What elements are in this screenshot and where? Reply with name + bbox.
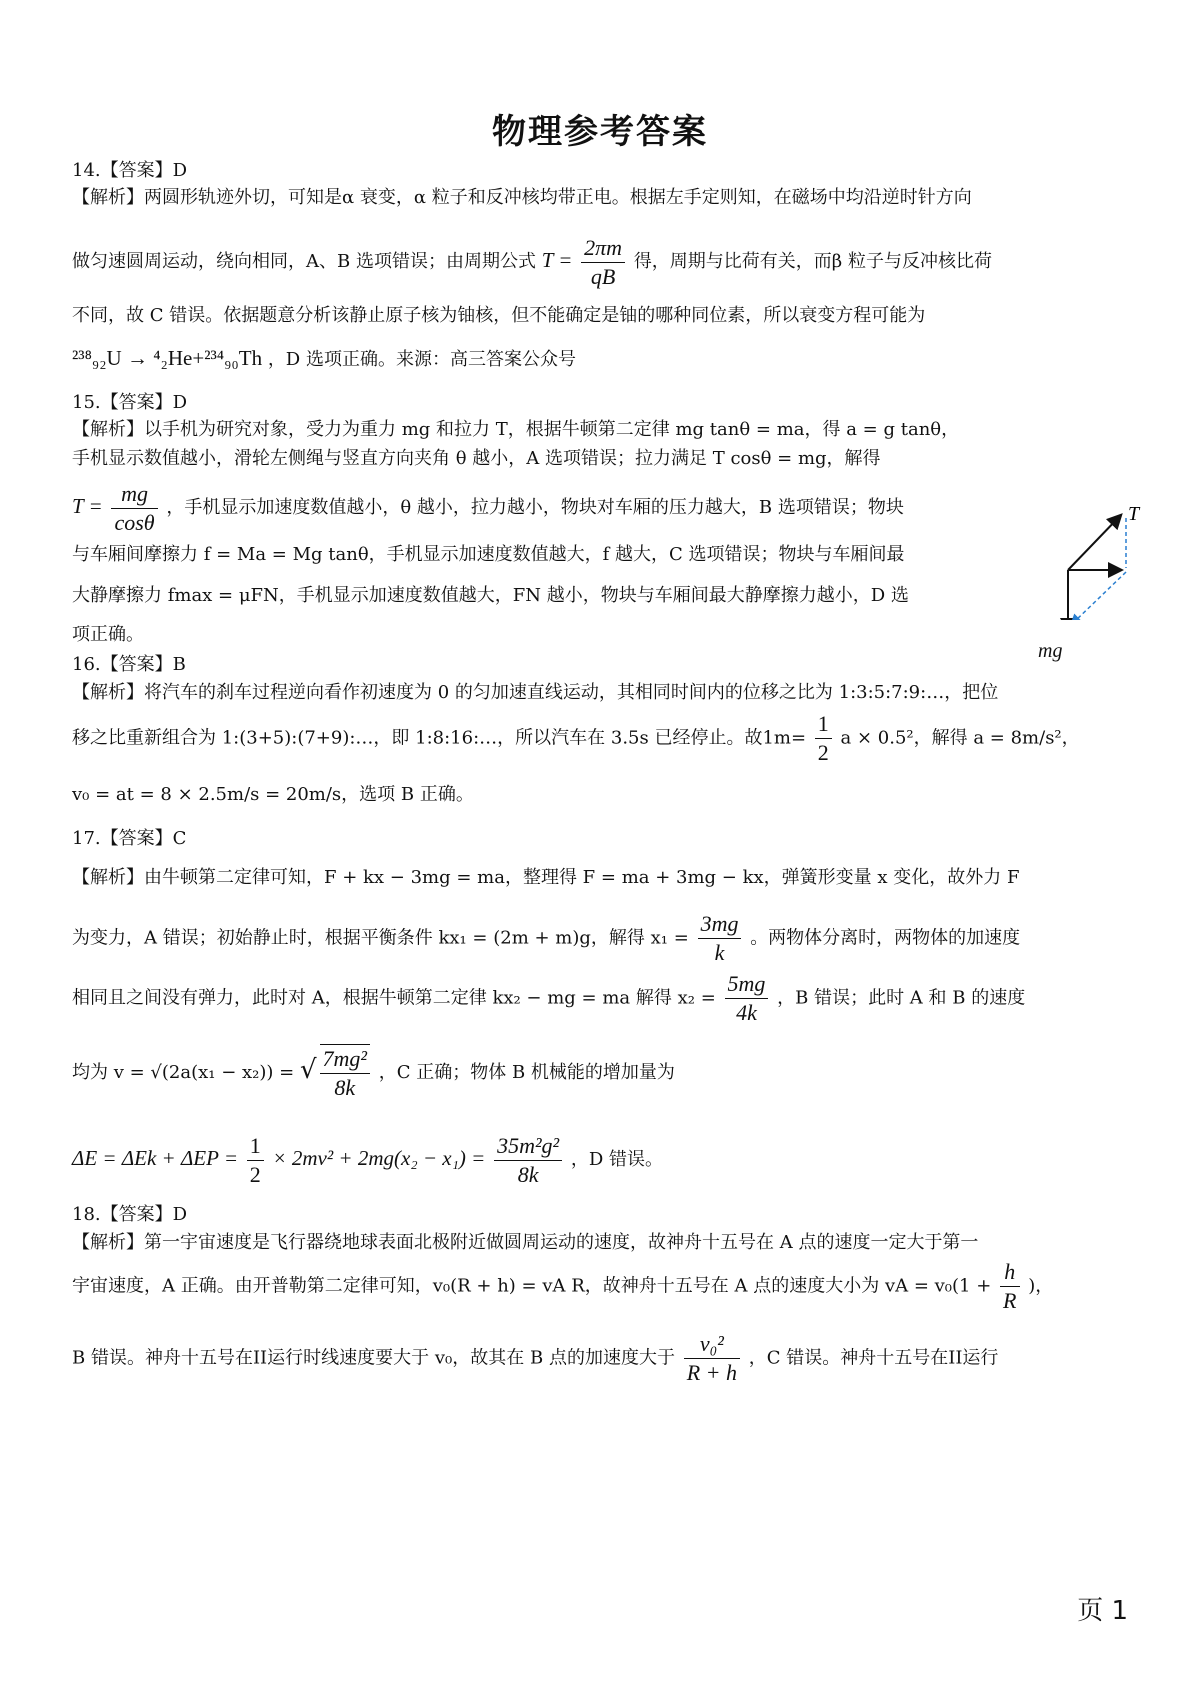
resultant-dashed-arrow [1072, 572, 1126, 620]
q14-line2-text-a: 做匀速圆周运动，绕向相同，A、B 选项错误；由周期公式 [72, 251, 536, 272]
q18-line1: 【解析】第一宇宙速度是飞行器绕地球表面北极附近做圆周运动的速度，故神舟十五号在 A 点的速度一定大于第一 [72, 1232, 979, 1253]
q14-decay-equation: ²³⁸₉₂U → ⁴₂He+²³⁴₉₀Th [72, 346, 263, 370]
q17-answer: 17.【答案】C [72, 828, 187, 849]
q17-x1-den: k [714, 940, 725, 965]
q17-half-fraction [247, 1132, 264, 1189]
force-diagram [1040, 460, 1160, 620]
q18-hr-num: h [1000, 1258, 1019, 1287]
q15-line3-text: ，手机显示加速度数值越小，θ 越小，拉力越小，物块对车厢的压力越大，B 选项错误；物块 [166, 497, 904, 518]
q18-hr-fraction [1000, 1258, 1019, 1315]
q17-v-fraction [320, 1044, 370, 1102]
q15-answer: 15.【答案】D [72, 392, 188, 413]
q16-line2-text-a: 移之比重新组合为 1:(3+5):(7+9):…，即 1:8:16:…，所以汽车在 3.5s 已经停止。故1m= [72, 727, 807, 749]
q17-x1-fraction [698, 910, 742, 967]
q18-line3 [72, 1330, 1132, 1390]
q17-line2-text-b: 。两物体分离时，两物体的加速度 [750, 927, 1021, 949]
q18-answer: 18.【答案】D [72, 1204, 188, 1225]
q17-v-den: 8k [334, 1075, 356, 1100]
q17-half-den: 2 [249, 1161, 261, 1187]
q15-tension-fraction [111, 480, 157, 537]
q14-frac-den: qB [590, 263, 616, 289]
q17-energy-num: 35m²g² [494, 1132, 562, 1161]
q17-line3-text-b: ，B 错误；此时 A 和 B 的速度 [777, 987, 1026, 1009]
q15-frac-den: cosθ [114, 509, 155, 535]
q16-frac-den: 2 [817, 740, 829, 765]
q14-line3: 不同，故 C 错误。依据题意分析该静止原子核为铀核，但不能确定是铀的哪种同位素，所以衰变方程可能为 [72, 305, 926, 326]
q18-accel-num: v₀² [684, 1330, 740, 1359]
q18-line3-text-a: B 错误。神舟十五号在II运行时线速度要大于 v₀，故其在 B 点的加速度大于 [72, 1347, 675, 1369]
q18-hr-den: R [1003, 1288, 1017, 1313]
q15-tension-eq: T = [72, 494, 103, 518]
q16-line3: v₀ = at = 8 × 2.5m/s = 20m/s，选项 B 正确。 [72, 784, 474, 805]
q18-accel-fraction [684, 1330, 740, 1387]
q14-line1: 【解析】两圆形轨迹外切，可知是α 衰变，α 粒子和反冲核均带正电。根据左手定则知，在磁场中均沿逆时针方向 [72, 187, 972, 208]
q17-line2-text-a: 为变力，A 错误；初始静止时，根据平衡条件 kx₁ = (2m + m)g，解得 x₁ = [72, 927, 689, 949]
q18-line2-text-b: )， [1028, 1275, 1054, 1297]
q17-energy-den: 8k [517, 1161, 539, 1187]
q14-answer: 14.【答案】D [72, 160, 188, 181]
label-mg: mg [1038, 640, 1063, 662]
q17-x1-num: 3mg [698, 910, 742, 939]
q14-line4-text: ，D 选项正确。来源：高三答案公众号 [267, 349, 576, 370]
q16-line2 [72, 710, 1132, 770]
q14-period-eq: T = [541, 248, 573, 272]
q17-line3 [72, 970, 1132, 1030]
q17-line2 [72, 910, 1132, 970]
q18-accel-den: R + h [686, 1360, 737, 1385]
q16-line1: 【解析】将汽车的刹车过程逆向看作初速度为 0 的匀加速直线运动，其相同时间内的位移之比为 1:3:5:7:9:…，把位 [72, 682, 999, 703]
q14-line2 [72, 232, 1132, 292]
q14-frac-num: 2πm [581, 234, 625, 263]
sqrt-sign: √ [299, 1055, 317, 1085]
q18-line3-text-b: ，C 错误。神舟十五号在II运行 [748, 1347, 999, 1369]
page-number: 页 1 [1077, 1596, 1128, 1626]
q17-half-num: 1 [247, 1132, 264, 1161]
q15-line3 [72, 478, 1012, 538]
q18-line2-text-a: 宇宙速度，A 正确。由开普勒第二定律可知，v₀(R + h) = vA R，故神舟十五号在 A 点的速度大小为 vA = v₀(1 + [72, 1275, 992, 1297]
q14-line4 [72, 345, 1132, 373]
q16-half-fraction [815, 710, 832, 767]
q18-line2 [72, 1258, 1132, 1318]
q17-line5-text-b: ，D 错误。 [570, 1149, 664, 1170]
q17-line1: 【解析】由牛顿第二定律可知，F + kx − 3mg = ma，整理得 F = ma + 3mg − kx，弹簧形变量 x 变化，故外力 F [72, 867, 1020, 888]
q15-line1: 【解析】以手机为研究对象，受力为重力 mg 和拉力 T，根据牛顿第二定律 mg tanθ = ma，得 a = g tanθ， [72, 419, 960, 440]
q17-x2-num: 5mg [725, 970, 769, 999]
q15-line5: 大静摩擦力 fmax = μFN，手机显示加速度数值越大，FN 越小，物块与车厢间最大静摩擦力越小，D 选 [72, 585, 909, 606]
q17-line4-text-a: 均为 v = √(2a(x₁ − x₂)) = [72, 1062, 295, 1083]
q17-x2-den: 4k [736, 1000, 757, 1025]
q16-frac-num: 1 [815, 710, 832, 739]
q16-answer: 16.【答案】B [72, 654, 186, 675]
label-t: T [1128, 503, 1140, 525]
q17-line4-text-b: ，C 正确；物体 B 机械能的增加量为 [378, 1062, 675, 1083]
q15-line4: 与车厢间摩擦力 f = Ma = Mg tanθ，手机显示加速度数值越大，f 越大，C 选项错误；物块与车厢间最 [72, 544, 905, 565]
q16-line2-text-b: a × 0.5²，解得 a = 8m/s²， [840, 727, 1080, 749]
q17-line3-text-a: 相同且之间没有弹力，此时对 A，根据牛顿第二定律 kx₂ − mg = ma 解得 x₂ = [72, 987, 716, 1009]
q15-frac-num: mg [111, 480, 157, 509]
q17-energy-eq-mid: × 2mv² + 2mg(x₂ − x₁) = [272, 1146, 486, 1170]
q17-v-num: 7mg² [320, 1045, 370, 1074]
q17-energy-fraction [494, 1132, 562, 1189]
tension-arrow [1068, 516, 1120, 570]
q15-line2: 手机显示数值越小，滑轮左侧绳与竖直方向夹角 θ 越小，A 选项错误；拉力满足 T cosθ = mg，解得 [72, 448, 881, 469]
q15-line6: 项正确。 [72, 624, 144, 645]
page-title: 物理参考答案 [492, 112, 708, 152]
q17-line4 [72, 1042, 1132, 1106]
q17-energy-eq-a: ΔE = ΔEk + ΔEP = [72, 1146, 238, 1170]
q17-x2-fraction [725, 970, 769, 1027]
q14-period-fraction [581, 234, 625, 291]
q14-line2-text-b: 得，周期与比荷有关，而β 粒子与反冲核比荷 [633, 251, 992, 272]
q17-line5 [72, 1130, 1132, 1190]
